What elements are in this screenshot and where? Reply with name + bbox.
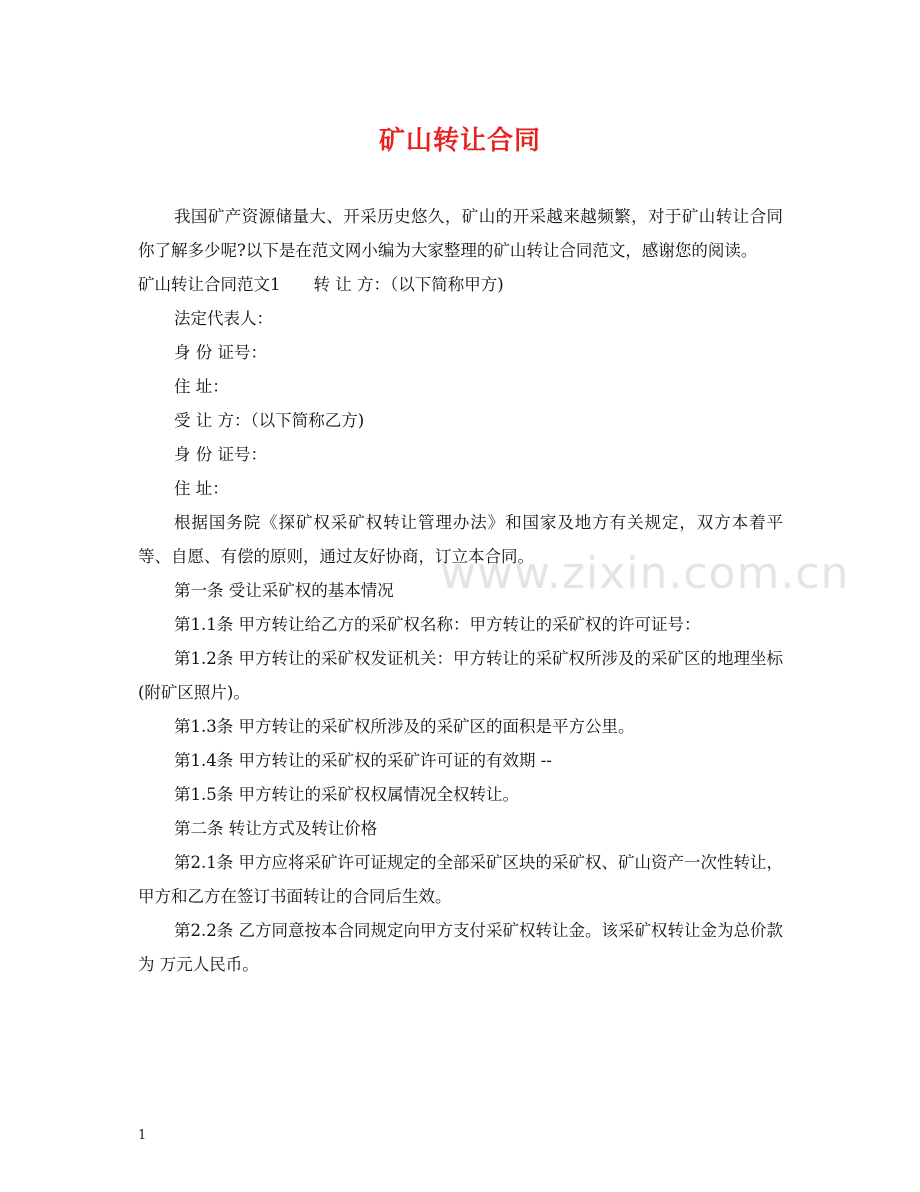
basis-paragraph: 根据国务院《探矿权采矿权转让管理办法》和国家及地方有关规定，双方本着平等、自愿、有偿的原则，通过友好协商，订立本合同。: [138, 513, 783, 566]
transferor-address-line: 住 址：: [174, 377, 229, 396]
clause-1-2: 第1.2条 甲方转让的采矿权发证机关：甲方转让的采矿权所涉及的采矿区的地理坐标(附矿区照片)。: [138, 649, 783, 702]
clause-1-3: 第1.3条 甲方转让的采矿权所涉及的采矿区的面积是平方公里。: [174, 717, 635, 736]
clause-2-2: 第2.2条 乙方同意按本合同规定向甲方支付采矿权转让金。该采矿权转让金为总价款为 万元人民币。: [138, 921, 783, 974]
watermark-text: www.zixin.com.cn: [440, 548, 850, 599]
transferee-address-line: 住 址：: [174, 479, 229, 498]
transferor-id-line: 身 份 证号：: [174, 343, 267, 362]
clause-1-4: 第1.4条 甲方转让的采矿权的采矿许可证的有效期 --: [174, 751, 552, 770]
sample-heading-paragraph: 矿山转让合同范文1 转 让 方：（以下简称甲方): [138, 275, 504, 294]
document-title: 矿山转让合同: [378, 126, 541, 156]
article-1-heading: 第一条 受让采矿权的基本情况: [174, 581, 394, 600]
legal-representative-line: 法定代表人：: [174, 309, 273, 328]
page-number: 1: [138, 1128, 147, 1143]
intro-paragraph: 我国矿产资源储量大、开采历史悠久，矿山的开采越来越频繁，对于矿山转让合同你了解多少呢?以下是在范文网小编为大家整理的矿山转让合同范文，感谢您的阅读。: [138, 207, 783, 260]
clause-1-5: 第1.5条 甲方转让的采矿权权属情况全权转让。: [174, 785, 519, 804]
article-2-heading: 第二条 转让方式及转让价格: [174, 819, 378, 838]
clause-2-1: 第2.1条 甲方应将采矿许可证规定的全部采矿区块的采矿权、矿山资产一次性转让，甲方和乙方在签订书面转让的合同后生效。: [138, 853, 783, 906]
transferee-id-line: 身 份 证号：: [174, 445, 267, 464]
clause-1-1: 第1.1条 甲方转让给乙方的采矿权名称：甲方转让的采矿权的许可证号：: [174, 615, 701, 634]
transferee-line: 受 让 方：（以下简称乙方): [174, 411, 365, 430]
document-body: [138, 200, 783, 982]
